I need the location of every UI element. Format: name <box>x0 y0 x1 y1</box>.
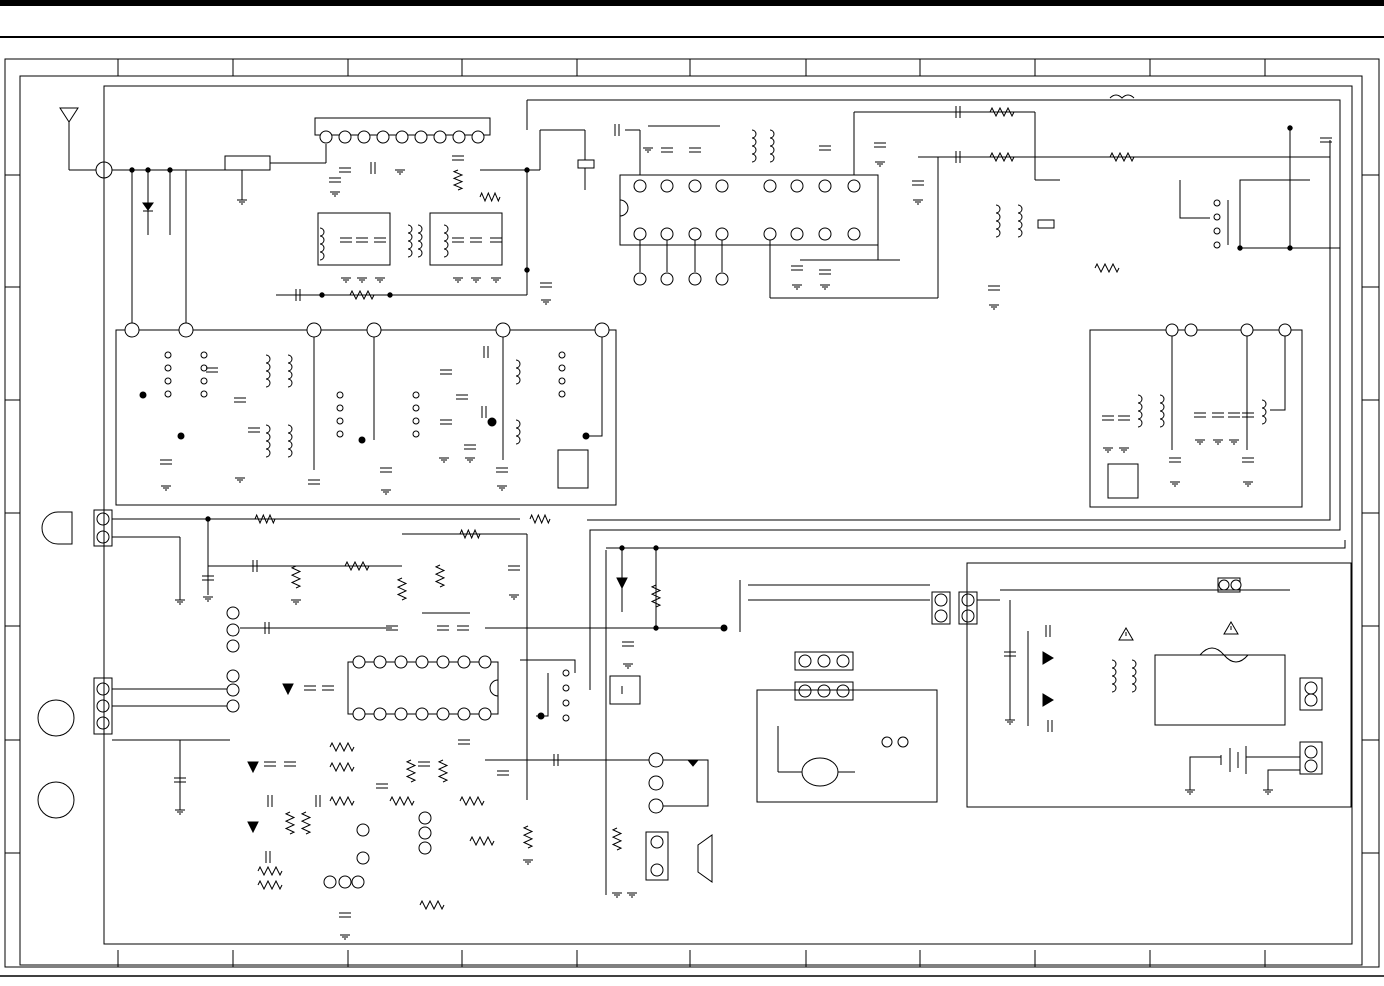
pin <box>396 131 408 143</box>
inductor-coil <box>266 355 270 387</box>
am-fm-frontend-section <box>112 100 585 304</box>
ground-icon <box>1005 720 1015 724</box>
ground-icon <box>491 278 501 282</box>
junction-dot <box>206 517 210 521</box>
discrete-components <box>977 578 1300 794</box>
pin <box>337 418 343 424</box>
resistor <box>436 565 444 587</box>
inductor-coil <box>418 225 422 257</box>
ground-icon <box>175 810 185 814</box>
ground-icon <box>375 278 385 282</box>
ground-icon <box>357 278 367 282</box>
ground-icon <box>1185 790 1195 794</box>
pin <box>689 273 701 285</box>
pin <box>1214 242 1220 248</box>
junction-dot <box>1238 246 1242 250</box>
inductor-coil <box>1262 400 1266 424</box>
resistor <box>255 515 275 523</box>
ground-icon <box>1263 790 1273 794</box>
pin <box>227 700 239 712</box>
pin <box>1214 228 1220 234</box>
pin <box>337 392 343 398</box>
junction-dot <box>146 168 150 172</box>
pin <box>165 365 171 371</box>
pin <box>819 180 831 192</box>
resistor <box>286 812 294 834</box>
ground-icon <box>989 305 999 309</box>
pin <box>416 708 428 720</box>
pin <box>227 670 239 682</box>
pin <box>479 708 491 720</box>
junction-dot <box>620 546 624 550</box>
warning-icon <box>1119 628 1133 640</box>
pin <box>716 180 728 192</box>
pin <box>320 131 332 143</box>
warning-icon <box>1224 622 1238 634</box>
resistor <box>613 828 621 850</box>
inductor-coil <box>516 360 520 384</box>
pin <box>563 685 569 691</box>
pin <box>453 131 465 143</box>
pin <box>716 228 728 240</box>
pin <box>353 656 365 668</box>
ic3-audio-amp <box>174 515 727 939</box>
ground-icon <box>471 278 481 282</box>
pin <box>339 131 351 143</box>
pin <box>416 656 428 668</box>
pin <box>201 391 207 397</box>
ground-icon <box>1229 440 1239 444</box>
pin <box>819 228 831 240</box>
pin <box>227 684 239 696</box>
inductor-coil <box>996 205 1000 237</box>
pin <box>1166 324 1178 336</box>
pin <box>395 656 407 668</box>
pin <box>227 640 239 652</box>
pin <box>559 378 565 384</box>
resistor <box>470 837 494 845</box>
resistor <box>258 867 282 875</box>
inductor-coil <box>408 225 412 257</box>
ground-icon <box>1195 440 1205 444</box>
ground-icon <box>497 486 507 490</box>
pin <box>1214 200 1220 206</box>
speaker-output <box>646 753 712 882</box>
resistor <box>420 901 444 909</box>
ground-icon <box>330 192 340 196</box>
inductor-coil <box>752 130 756 162</box>
ground-icon <box>1119 448 1129 452</box>
inductor-coil <box>516 420 520 444</box>
ground-icon <box>161 486 171 490</box>
pin <box>337 431 343 437</box>
pin <box>437 656 449 668</box>
pin <box>413 431 419 437</box>
resistor <box>398 578 406 600</box>
inductor-coil <box>444 225 448 257</box>
pin <box>791 180 803 192</box>
ground-icon <box>913 200 923 204</box>
pin <box>661 180 673 192</box>
pin <box>563 670 569 676</box>
pin <box>848 228 860 240</box>
pin <box>563 700 569 706</box>
pin <box>201 378 207 384</box>
pin <box>1231 580 1241 590</box>
ground-icon <box>1213 440 1223 444</box>
pin <box>337 405 343 411</box>
pin <box>458 708 470 720</box>
inductor-coil <box>1018 205 1022 237</box>
pin <box>165 378 171 384</box>
pin <box>434 131 446 143</box>
resistor <box>530 515 550 523</box>
resistor <box>439 760 447 782</box>
inductor-coil <box>1132 660 1136 692</box>
pin <box>472 131 484 143</box>
inductor-coil <box>1160 395 1164 427</box>
pin <box>595 323 609 337</box>
pin <box>1214 214 1220 220</box>
pin <box>1279 324 1291 336</box>
power-bus-wiring <box>104 86 1352 944</box>
pin <box>559 365 565 371</box>
pin <box>339 876 351 888</box>
pin <box>1219 580 1229 590</box>
ground-icon <box>1103 448 1113 452</box>
pin <box>848 180 860 192</box>
ground-icon <box>203 597 213 601</box>
pin <box>661 273 673 285</box>
pin <box>367 323 381 337</box>
pin <box>377 131 389 143</box>
pin <box>353 708 365 720</box>
pin <box>634 273 646 285</box>
pin <box>661 228 673 240</box>
junction-dot <box>130 168 134 172</box>
pin <box>357 824 369 836</box>
ground-icon <box>623 664 633 668</box>
inductor-coil <box>1138 395 1142 427</box>
ground-icon <box>541 300 551 304</box>
resistor <box>302 812 310 834</box>
ground-icon <box>175 600 185 604</box>
pin <box>563 715 569 721</box>
resistor <box>330 797 354 805</box>
junction-dot <box>168 168 172 172</box>
pin <box>419 842 431 854</box>
pin <box>413 392 419 398</box>
ground-icon <box>465 458 475 462</box>
pin <box>165 352 171 358</box>
right-tuner-block <box>1090 324 1302 507</box>
pin <box>307 323 321 337</box>
resistor <box>390 797 414 805</box>
resistor <box>460 797 484 805</box>
ground-icon <box>612 893 622 897</box>
resistor <box>480 193 500 201</box>
inductor-coil <box>266 425 270 457</box>
pin <box>1185 324 1197 336</box>
pin <box>374 708 386 720</box>
pin <box>458 656 470 668</box>
pin <box>419 827 431 839</box>
ground-icon <box>792 285 802 289</box>
pin <box>689 180 701 192</box>
ground-icon <box>1243 482 1253 486</box>
headphone-jack <box>42 510 520 600</box>
resistor <box>1095 264 1119 272</box>
pin <box>324 876 336 888</box>
pin <box>634 180 646 192</box>
pin <box>479 656 491 668</box>
inductor-coil <box>320 228 324 260</box>
ground-icon <box>237 200 247 204</box>
resistor <box>407 760 415 782</box>
resistor <box>524 826 532 848</box>
ground-icon <box>820 285 830 289</box>
pin <box>764 180 776 192</box>
ground-icon <box>340 935 350 939</box>
inductor-coil <box>288 425 292 457</box>
pin <box>165 391 171 397</box>
pin <box>413 418 419 424</box>
resistor <box>292 566 300 588</box>
cassette-heads <box>38 678 230 818</box>
pin <box>358 131 370 143</box>
pin <box>201 352 207 358</box>
ground-icon <box>341 278 351 282</box>
ground-icon <box>235 478 245 482</box>
pin <box>764 228 776 240</box>
pin <box>689 228 701 240</box>
ground-icon <box>439 458 449 462</box>
ground-icon <box>395 170 405 174</box>
resistor <box>454 170 462 190</box>
pin <box>559 391 565 397</box>
pin <box>791 228 803 240</box>
junction-dot <box>654 626 658 630</box>
ground-icon <box>643 148 653 152</box>
ground-icon <box>453 278 463 282</box>
pin <box>559 352 565 358</box>
pin <box>634 228 646 240</box>
junction-dot <box>654 546 658 550</box>
pin <box>395 708 407 720</box>
pin <box>716 273 728 285</box>
pin <box>179 323 193 337</box>
inductor-coil <box>1112 660 1116 692</box>
pin <box>125 323 139 337</box>
pin <box>1241 324 1253 336</box>
pin <box>352 876 364 888</box>
ground-icon <box>509 595 519 599</box>
inductor-coil <box>770 130 774 162</box>
pin <box>496 323 510 337</box>
ground-icon <box>1170 482 1180 486</box>
ground-icon <box>291 600 301 604</box>
pin <box>374 656 386 668</box>
ground-icon <box>523 860 533 864</box>
pin <box>227 624 239 636</box>
pin <box>419 812 431 824</box>
tuner-block <box>116 168 616 505</box>
pin <box>437 708 449 720</box>
resistor <box>330 743 354 751</box>
motor-switch-block <box>740 580 937 802</box>
resistor <box>330 763 354 771</box>
ground-icon <box>627 893 637 897</box>
pin <box>227 607 239 619</box>
ground-icon <box>875 162 885 166</box>
ic2-decoder <box>578 95 1340 309</box>
ground-icon <box>381 490 391 494</box>
inductor-coil <box>288 355 292 387</box>
resistor <box>258 881 282 889</box>
pin <box>357 852 369 864</box>
pin <box>415 131 427 143</box>
pin <box>413 405 419 411</box>
